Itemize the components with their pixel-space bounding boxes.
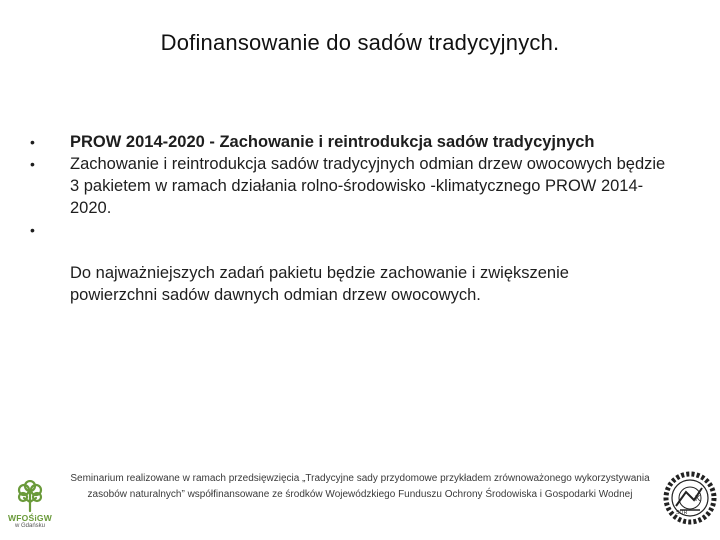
bullet-item-empty [30, 219, 670, 241]
bullet-item-prow [30, 131, 670, 153]
association-seal-icon [662, 470, 718, 526]
tree-logo-icon [2, 480, 58, 514]
bullet-dot-icon: • [30, 222, 35, 238]
svg-text:SITR: SITR [676, 510, 688, 516]
bullet-text: PROW 2014-2020 - Zachowanie i reintrodukcja sadów tradycyjnych [70, 133, 595, 151]
bullet-text: Zachowanie i reintrodukcja sadów tradycyjnych odmian drzew owocowych będzie 3 pakietem w ramach działania rolno-środowisko -klimatycznego PROW 2014-2020. [70, 155, 666, 217]
bullet-dot-icon: • [30, 156, 35, 172]
logo-subtitle: w Gdańsku [14, 523, 45, 529]
wfosigw-logo [2, 480, 58, 530]
svg-text:K: K [695, 494, 701, 503]
body-paragraph: Do najważniejszych zadań pakietu będzie zachowanie i zwiększenie powierzchni sadów dawnych odmian drzew owocowych. [70, 264, 569, 304]
bullet-item-reintroduction [30, 153, 670, 219]
association-logo [662, 470, 718, 526]
bullet-dot-icon: • [30, 134, 35, 150]
slide-title: Dofinansowanie do sadów tradycyjnych. [160, 30, 560, 55]
bullet-list [30, 131, 670, 241]
logo-name: WFOŚiGW [8, 513, 52, 523]
footer-note: Seminarium realizowane w ramach przedsięwzięcia „Tradycyjne sady przydomowe przykładem zrównoważonego wykorzystywania zasobów naturalnych” współfinansowane ze środków Wojewódzkiego Funduszu Ochrony Środowiska i Gospodarki Wodnej [70, 473, 650, 500]
